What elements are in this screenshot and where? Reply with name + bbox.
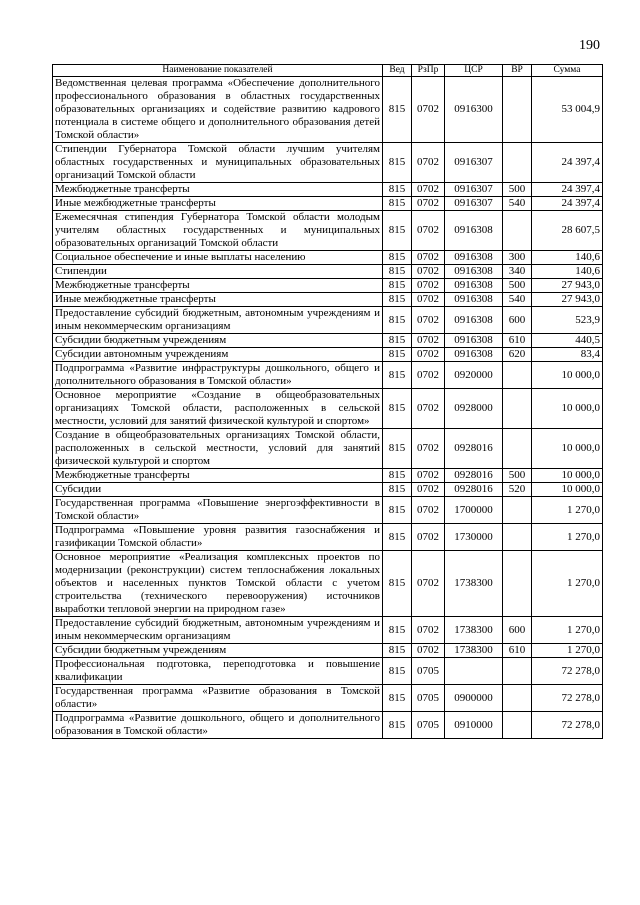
row-name-cell: Создание в общеобразовательных организациях Томской области, расположенных в сельской местности, условий для занятий физической культурой и спортом xyxy=(53,429,383,469)
row-vr-cell xyxy=(503,389,532,429)
row-sum-cell: 1 270,0 xyxy=(532,524,603,551)
row-name-cell: Ведомственная целевая программа «Обеспечение дополнительного профессионального образования в областных государственных образовательных организациях и содействие развитию кадрового потенциала в системе общего и дополнительного образования детей Томской области» xyxy=(53,77,383,143)
row-name-cell: Межбюджетные трансферты xyxy=(53,183,383,197)
row-vr-cell xyxy=(503,524,532,551)
row-ved-cell: 815 xyxy=(383,279,412,293)
row-rzpr-cell: 0702 xyxy=(412,211,445,251)
row-rzpr-cell: 0702 xyxy=(412,143,445,183)
row-name-cell: Подпрограмма «Развитие дошкольного, общего и дополнительного образования в Томской области» xyxy=(53,712,383,739)
table-header-row xyxy=(53,65,603,77)
row-csr-cell: 0916308 xyxy=(445,265,503,279)
table-body xyxy=(53,77,603,739)
row-sum-cell: 1 270,0 xyxy=(532,497,603,524)
row-name-cell: Подпрограмма «Повышение уровня развития газоснабжения и газификации Томской области» xyxy=(53,524,383,551)
row-sum-cell: 10 000,0 xyxy=(532,362,603,389)
row-ved-cell: 815 xyxy=(383,183,412,197)
row-rzpr-cell: 0702 xyxy=(412,279,445,293)
row-rzpr-cell: 0702 xyxy=(412,469,445,483)
row-ved-cell: 815 xyxy=(383,524,412,551)
row-sum-cell: 83,4 xyxy=(532,348,603,362)
row-csr-cell: 0916300 xyxy=(445,77,503,143)
row-sum-cell: 140,6 xyxy=(532,251,603,265)
row-vr-cell: 500 xyxy=(503,279,532,293)
header-sum: Сумма xyxy=(532,65,603,77)
row-vr-cell xyxy=(503,429,532,469)
table-row xyxy=(53,307,603,334)
row-csr-cell xyxy=(445,658,503,685)
row-ved-cell: 815 xyxy=(383,293,412,307)
row-csr-cell: 0928016 xyxy=(445,469,503,483)
row-sum-cell: 24 397,4 xyxy=(532,143,603,183)
row-csr-cell: 0916307 xyxy=(445,143,503,183)
row-name-cell: Подпрограмма «Развитие инфраструктуры дошкольного, общего и дополнительного образования в Томской области» xyxy=(53,362,383,389)
row-name-cell: Межбюджетные трансферты xyxy=(53,469,383,483)
row-ved-cell: 815 xyxy=(383,617,412,644)
table-row xyxy=(53,617,603,644)
row-vr-cell: 340 xyxy=(503,265,532,279)
row-csr-cell: 0916308 xyxy=(445,307,503,334)
row-vr-cell: 600 xyxy=(503,617,532,644)
row-sum-cell: 24 397,4 xyxy=(532,197,603,211)
row-name-cell: Стипендии Губернатора Томской области лучшим учителям областных государственных и муниципальных образовательных организаций Томской области xyxy=(53,143,383,183)
table-row xyxy=(53,77,603,143)
row-csr-cell: 1738300 xyxy=(445,551,503,617)
row-sum-cell: 1 270,0 xyxy=(532,617,603,644)
row-sum-cell: 1 270,0 xyxy=(532,644,603,658)
row-vr-cell: 600 xyxy=(503,307,532,334)
row-csr-cell: 1738300 xyxy=(445,617,503,644)
row-ved-cell: 815 xyxy=(383,497,412,524)
row-ved-cell: 815 xyxy=(383,483,412,497)
table-row xyxy=(53,211,603,251)
page-number: 190 xyxy=(579,38,600,53)
row-sum-cell: 10 000,0 xyxy=(532,429,603,469)
row-name-cell: Предоставление субсидий бюджетным, автономным учреждениям и иным некоммерческим организациям xyxy=(53,307,383,334)
row-vr-cell xyxy=(503,685,532,712)
row-name-cell: Субсидии бюджетным учреждениям xyxy=(53,334,383,348)
row-csr-cell: 0916308 xyxy=(445,293,503,307)
row-csr-cell: 0916308 xyxy=(445,251,503,265)
header-rzpr: РзПр xyxy=(412,65,445,77)
table-row xyxy=(53,265,603,279)
row-sum-cell: 72 278,0 xyxy=(532,658,603,685)
row-rzpr-cell: 0702 xyxy=(412,348,445,362)
row-sum-cell: 53 004,9 xyxy=(532,77,603,143)
table-row xyxy=(53,551,603,617)
row-ved-cell: 815 xyxy=(383,551,412,617)
row-rzpr-cell: 0702 xyxy=(412,497,445,524)
row-ved-cell: 815 xyxy=(383,348,412,362)
row-ved-cell: 815 xyxy=(383,658,412,685)
row-name-cell: Межбюджетные трансферты xyxy=(53,279,383,293)
row-rzpr-cell: 0702 xyxy=(412,77,445,143)
row-name-cell: Предоставление субсидий бюджетным, автономным учреждениям и иным некоммерческим организациям xyxy=(53,617,383,644)
row-sum-cell: 72 278,0 xyxy=(532,712,603,739)
header-name: Наименование показателей xyxy=(53,65,383,77)
row-vr-cell: 500 xyxy=(503,469,532,483)
row-csr-cell: 0928016 xyxy=(445,483,503,497)
table-row xyxy=(53,429,603,469)
table-row xyxy=(53,524,603,551)
header-ved: Вед xyxy=(383,65,412,77)
row-sum-cell: 10 000,0 xyxy=(532,483,603,497)
row-sum-cell: 523,9 xyxy=(532,307,603,334)
row-csr-cell: 0910000 xyxy=(445,712,503,739)
row-ved-cell: 815 xyxy=(383,712,412,739)
row-vr-cell xyxy=(503,712,532,739)
row-ved-cell: 815 xyxy=(383,307,412,334)
budget-table xyxy=(52,64,603,739)
row-csr-cell: 0928000 xyxy=(445,389,503,429)
row-vr-cell xyxy=(503,497,532,524)
row-vr-cell xyxy=(503,362,532,389)
row-sum-cell: 28 607,5 xyxy=(532,211,603,251)
header-vr: ВР xyxy=(503,65,532,77)
header-csr: ЦСР xyxy=(445,65,503,77)
row-sum-cell: 27 943,0 xyxy=(532,279,603,293)
row-name-cell: Иные межбюджетные трансферты xyxy=(53,197,383,211)
table-row xyxy=(53,334,603,348)
table-row xyxy=(53,183,603,197)
row-ved-cell: 815 xyxy=(383,429,412,469)
row-vr-cell xyxy=(503,658,532,685)
row-rzpr-cell: 0702 xyxy=(412,251,445,265)
table-row xyxy=(53,644,603,658)
row-rzpr-cell: 0702 xyxy=(412,644,445,658)
table-row xyxy=(53,279,603,293)
row-csr-cell: 0916307 xyxy=(445,197,503,211)
table-row xyxy=(53,389,603,429)
row-sum-cell: 24 397,4 xyxy=(532,183,603,197)
row-csr-cell: 0900000 xyxy=(445,685,503,712)
row-vr-cell xyxy=(503,211,532,251)
row-csr-cell: 0916308 xyxy=(445,211,503,251)
row-ved-cell: 815 xyxy=(383,77,412,143)
row-sum-cell: 10 000,0 xyxy=(532,469,603,483)
row-rzpr-cell: 0702 xyxy=(412,183,445,197)
row-vr-cell: 540 xyxy=(503,197,532,211)
row-rzpr-cell: 0705 xyxy=(412,658,445,685)
row-vr-cell: 620 xyxy=(503,348,532,362)
table-row xyxy=(53,197,603,211)
row-rzpr-cell: 0702 xyxy=(412,197,445,211)
table-row xyxy=(53,483,603,497)
row-rzpr-cell: 0702 xyxy=(412,524,445,551)
table-row xyxy=(53,143,603,183)
row-rzpr-cell: 0702 xyxy=(412,307,445,334)
row-rzpr-cell: 0702 xyxy=(412,334,445,348)
row-csr-cell: 1730000 xyxy=(445,524,503,551)
row-csr-cell: 1738300 xyxy=(445,644,503,658)
table-row xyxy=(53,469,603,483)
row-rzpr-cell: 0702 xyxy=(412,483,445,497)
row-ved-cell: 815 xyxy=(383,644,412,658)
table-row xyxy=(53,293,603,307)
row-csr-cell: 0916308 xyxy=(445,348,503,362)
row-rzpr-cell: 0702 xyxy=(412,362,445,389)
row-name-cell: Социальное обеспечение и иные выплаты населению xyxy=(53,251,383,265)
row-rzpr-cell: 0702 xyxy=(412,389,445,429)
row-sum-cell: 72 278,0 xyxy=(532,685,603,712)
row-name-cell: Государственная программа «Повышение энергоэффективности в Томской области» xyxy=(53,497,383,524)
row-ved-cell: 815 xyxy=(383,211,412,251)
row-ved-cell: 815 xyxy=(383,334,412,348)
row-sum-cell: 140,6 xyxy=(532,265,603,279)
row-sum-cell: 27 943,0 xyxy=(532,293,603,307)
table-row xyxy=(53,658,603,685)
row-vr-cell: 300 xyxy=(503,251,532,265)
row-name-cell: Основное мероприятие «Создание в общеобразовательных организациях Томской области, расположенных в сельской местности, условий для занятий физической культурой и спортом» xyxy=(53,389,383,429)
table-row xyxy=(53,497,603,524)
row-name-cell: Государственная программа «Развитие образования в Томской области» xyxy=(53,685,383,712)
row-vr-cell xyxy=(503,551,532,617)
row-vr-cell xyxy=(503,143,532,183)
table-row xyxy=(53,251,603,265)
row-sum-cell: 1 270,0 xyxy=(532,551,603,617)
row-vr-cell: 540 xyxy=(503,293,532,307)
table-row xyxy=(53,685,603,712)
row-csr-cell: 0920000 xyxy=(445,362,503,389)
row-ved-cell: 815 xyxy=(383,362,412,389)
row-sum-cell: 10 000,0 xyxy=(532,389,603,429)
row-rzpr-cell: 0702 xyxy=(412,429,445,469)
row-vr-cell xyxy=(503,77,532,143)
row-csr-cell: 0928016 xyxy=(445,429,503,469)
row-ved-cell: 815 xyxy=(383,265,412,279)
row-name-cell: Ежемесячная стипендия Губернатора Томской области молодым учителям областных государственных и муниципальных образовательных организаций Томской области xyxy=(53,211,383,251)
row-vr-cell: 500 xyxy=(503,183,532,197)
row-vr-cell: 520 xyxy=(503,483,532,497)
row-rzpr-cell: 0702 xyxy=(412,293,445,307)
row-sum-cell: 440,5 xyxy=(532,334,603,348)
row-rzpr-cell: 0705 xyxy=(412,685,445,712)
row-ved-cell: 815 xyxy=(383,685,412,712)
row-ved-cell: 815 xyxy=(383,251,412,265)
row-rzpr-cell: 0705 xyxy=(412,712,445,739)
row-csr-cell: 0916308 xyxy=(445,334,503,348)
row-name-cell: Иные межбюджетные трансферты xyxy=(53,293,383,307)
row-ved-cell: 815 xyxy=(383,469,412,483)
row-ved-cell: 815 xyxy=(383,389,412,429)
row-rzpr-cell: 0702 xyxy=(412,617,445,644)
table-row xyxy=(53,712,603,739)
row-ved-cell: 815 xyxy=(383,143,412,183)
row-csr-cell: 1700000 xyxy=(445,497,503,524)
row-name-cell: Субсидии бюджетным учреждениям xyxy=(53,644,383,658)
row-name-cell: Стипендии xyxy=(53,265,383,279)
row-name-cell: Субсидии xyxy=(53,483,383,497)
table-row xyxy=(53,362,603,389)
row-vr-cell: 610 xyxy=(503,644,532,658)
row-vr-cell: 610 xyxy=(503,334,532,348)
row-ved-cell: 815 xyxy=(383,197,412,211)
row-rzpr-cell: 0702 xyxy=(412,551,445,617)
row-name-cell: Основное мероприятие «Реализация комплексных проектов по модернизации (реконструкции) систем теплоснабжения локальных объектов и населенных пунктов Томской области с учетом строительства (технического перевооружения) источников выработки тепловой энергии на природном газе» xyxy=(53,551,383,617)
table-row xyxy=(53,348,603,362)
row-rzpr-cell: 0702 xyxy=(412,265,445,279)
row-csr-cell: 0916307 xyxy=(445,183,503,197)
row-csr-cell: 0916308 xyxy=(445,279,503,293)
row-name-cell: Профессиональная подготовка, переподготовка и повышение квалификации xyxy=(53,658,383,685)
row-name-cell: Субсидии автономным учреждениям xyxy=(53,348,383,362)
